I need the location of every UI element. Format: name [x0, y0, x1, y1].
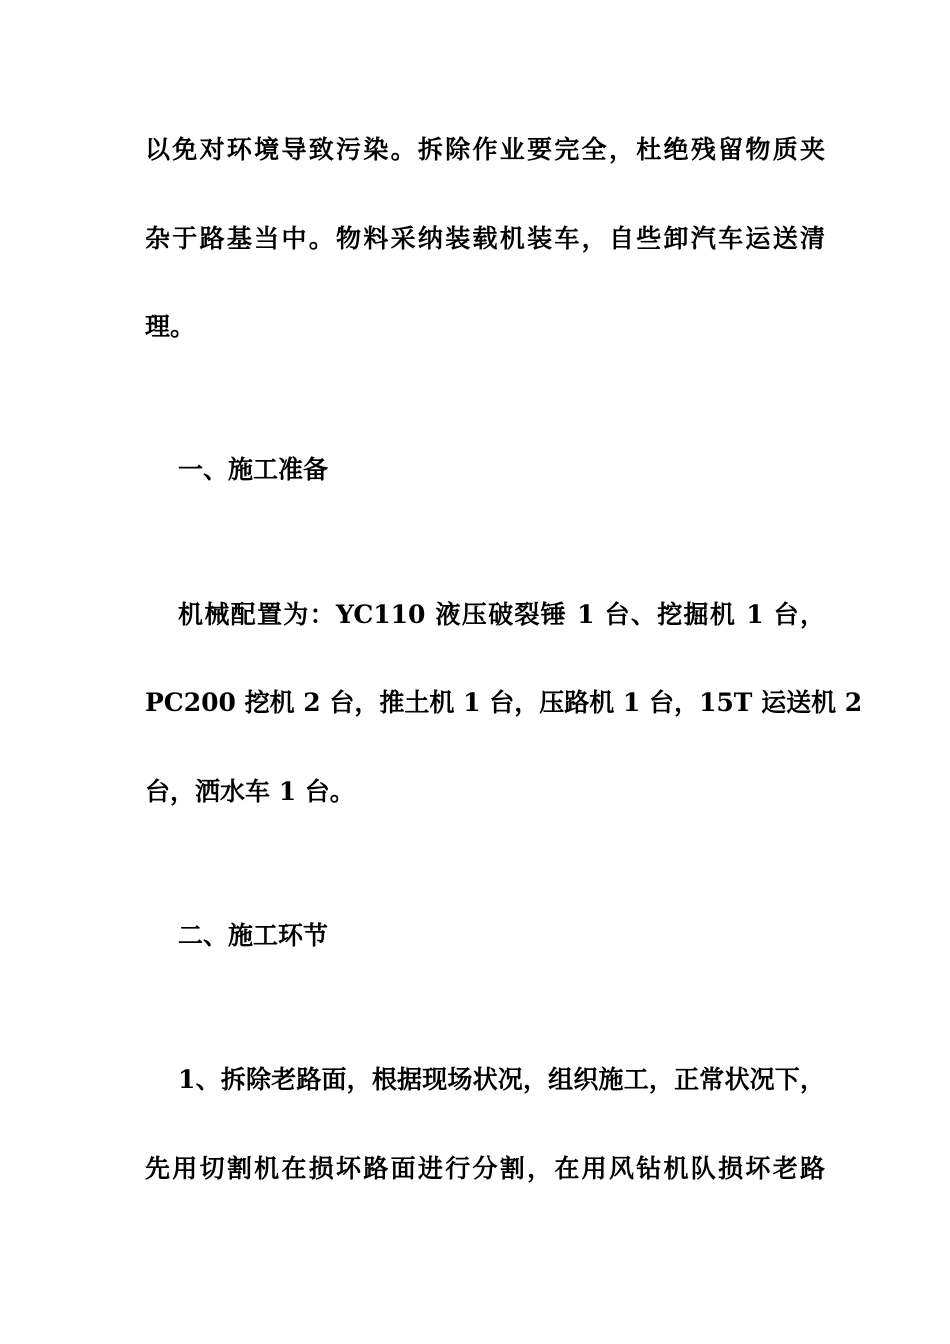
section-heading: 一、施工准备 — [178, 455, 329, 484]
paragraph-line: PC200 挖机 2 台，推土机 1 台，压路机 1 台，15T 运送机 2 — [145, 688, 863, 717]
paragraph-line: 理。 — [145, 312, 196, 341]
paragraph-line: 机械配置为：YC110 液压破裂锤 1 台、挖掘机 1 台， — [178, 600, 825, 629]
paragraph-line: 先用切割机在损坏路面进行分割，在用风钻机队损坏老路 — [145, 1154, 825, 1183]
paragraph-line: 台，洒水车 1 台。 — [145, 777, 355, 806]
paragraph-line: 1、拆除老路面，根据现场状况，组织施工，正常状况下， — [178, 1065, 825, 1094]
paragraph-line: 以免对环境导致污染。拆除作业要完全，杜绝残留物质夹 — [145, 135, 825, 164]
paragraph-line: 杂于路基当中。物料采纳装载机装车，自些卸汽车运送清 — [145, 224, 825, 253]
section-heading: 二、施工环节 — [178, 921, 329, 950]
